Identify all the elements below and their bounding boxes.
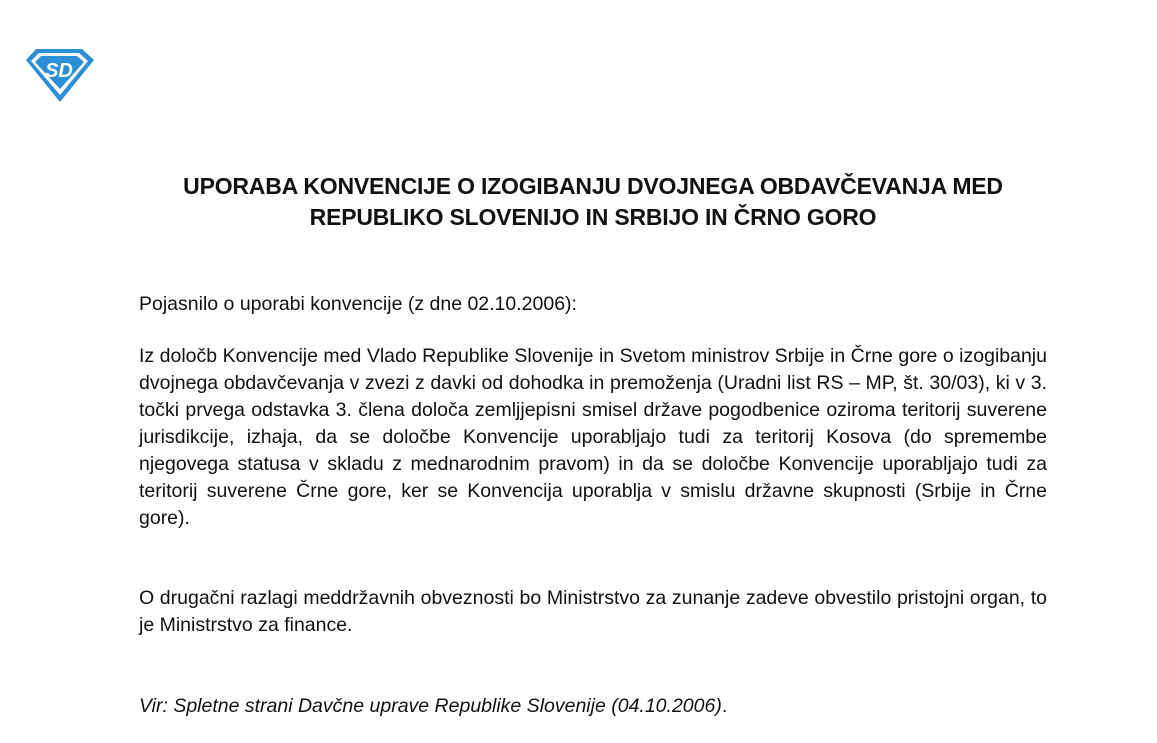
diamond-logo-icon <box>22 46 96 104</box>
intro-line: Pojasnilo o uporabi konvencije (z dne 02.10.2006): <box>139 293 577 315</box>
source-period: . <box>721 695 728 717</box>
document-title: UPORABA KONVENCIJE O IZOGIBANJU DVOJNEGA OBDAVČEVANJA MED REPUBLIKO SLOVENIJO IN SRBIJO IN ČRNO GORO <box>183 173 1003 230</box>
logo-text: SD <box>45 60 73 82</box>
source-text: Vir: Spletne strani Davčne uprave Republike Slovenije (04.10.2006) <box>139 695 722 717</box>
second-paragraph: O drugačni razlagi meddržavnih obveznosti bo Ministrstvo za zunanje zadeve obvestilo pristojni organ, to je Ministrstvo za finance. <box>139 587 1047 636</box>
source-citation <box>139 693 1047 720</box>
main-paragraph: Iz določb Konvencije med Vlado Republike Slovenije in Svetom ministrov Srbije in Črne gore o izogibanju dvojnega obdavčevanja v zvezi z davki od dohodka in premoženja (Uradni list RS – MP, št. 30/03), ki v 3. točki prvega odstavka 3. člena določa zemljjepisni smisel države pogodbenice oziroma teritorij suverene jurisdikcije, izhaja, da se določbe Konvencije uporabljajo tudi za teritorij Kosova (do spremembe njegovega statusa v skladu z mednarodnim pravom) in da se določbe Konvencije uporabljajo tudi za teritorij suverene Črne gore, ker se Konvencija uporablja v smislu državne skupnosti (Srbije in Črne gore). <box>139 345 1047 529</box>
